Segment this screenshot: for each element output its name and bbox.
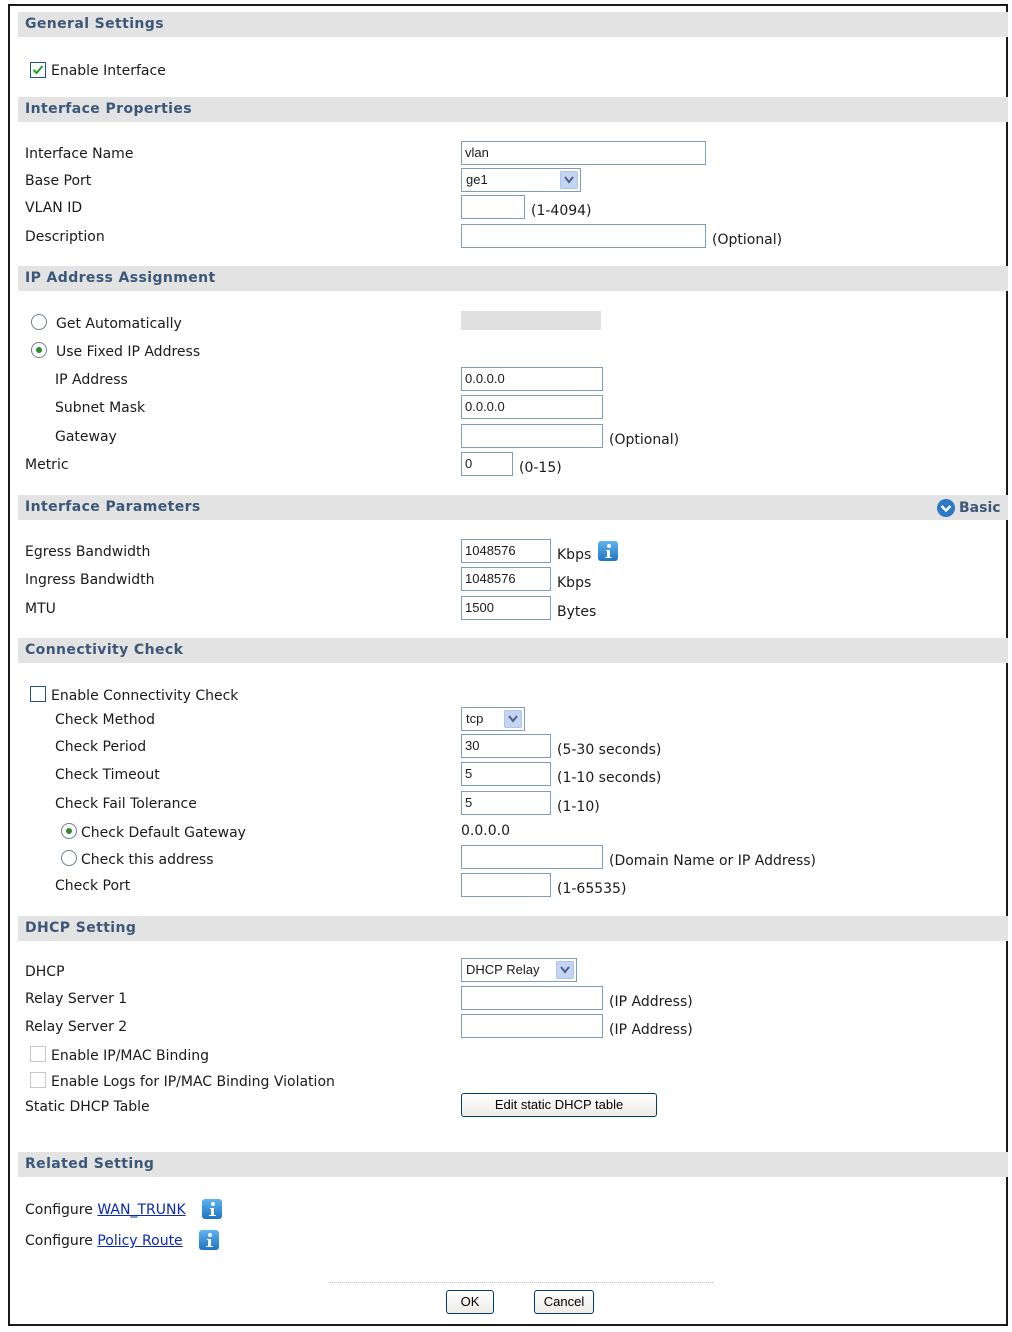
get-automatically-label: Get Automatically bbox=[56, 316, 182, 332]
check-fail-tolerance-hint: (1-10) bbox=[557, 799, 600, 815]
interface-edit-dialog bbox=[8, 4, 1008, 1326]
enable-interface-checkbox[interactable] bbox=[30, 62, 46, 78]
enable-connectivity-check-label: Enable Connectivity Check bbox=[51, 688, 239, 704]
base-port-label: Base Port bbox=[25, 173, 92, 189]
section-interface-properties: Interface Properties bbox=[18, 97, 1008, 122]
check-this-address-input[interactable] bbox=[461, 845, 603, 869]
enable-connectivity-check-checkbox[interactable] bbox=[30, 686, 46, 702]
ip-address-label: IP Address bbox=[55, 372, 128, 388]
check-this-address-label: Check this address bbox=[81, 852, 214, 868]
edit-static-dhcp-table-button[interactable]: Edit static DHCP table bbox=[461, 1093, 657, 1117]
gateway-hint: (Optional) bbox=[609, 432, 680, 448]
radio-selected-dot bbox=[36, 347, 42, 353]
cancel-button[interactable]: Cancel bbox=[534, 1290, 594, 1314]
chevron-down-icon[interactable] bbox=[556, 961, 574, 979]
egress-bandwidth-label: Egress Bandwidth bbox=[25, 544, 151, 560]
policy-route-link[interactable]: Policy Route bbox=[97, 1233, 183, 1249]
configure-wan-trunk-row bbox=[25, 1201, 186, 1219]
relay-server-1-input[interactable] bbox=[461, 986, 603, 1010]
check-timeout-hint: (1-10 seconds) bbox=[557, 770, 662, 786]
ingress-unit: Kbps bbox=[557, 575, 592, 591]
use-fixed-ip-radio[interactable] bbox=[31, 342, 47, 358]
ingress-bandwidth-label: Ingress Bandwidth bbox=[25, 572, 155, 588]
vlan-id-input[interactable] bbox=[461, 195, 525, 219]
relay-server-2-input[interactable] bbox=[461, 1014, 603, 1038]
gateway-label: Gateway bbox=[55, 429, 117, 445]
configure-label: Configure bbox=[25, 1233, 93, 1249]
enable-ip-mac-binding-label: Enable IP/MAC Binding bbox=[51, 1048, 209, 1064]
section-general-settings: General Settings bbox=[18, 12, 1008, 37]
gateway-input[interactable] bbox=[461, 424, 603, 448]
info-icon[interactable] bbox=[199, 1230, 219, 1250]
footer-divider bbox=[328, 1282, 713, 1283]
check-port-hint: (1-65535) bbox=[557, 881, 627, 897]
relay-server-1-label: Relay Server 1 bbox=[25, 991, 128, 1007]
vlan-id-hint: (1-4094) bbox=[531, 203, 592, 219]
interface-name-input[interactable]: vlan bbox=[461, 141, 706, 165]
ingress-bandwidth-input[interactable]: 1048576 bbox=[461, 567, 551, 591]
mtu-input[interactable]: 1500 bbox=[461, 596, 551, 620]
vlan-id-label: VLAN ID bbox=[25, 200, 83, 216]
check-period-label: Check Period bbox=[55, 739, 147, 755]
info-icon[interactable] bbox=[598, 541, 618, 561]
enable-interface-label: Enable Interface bbox=[51, 63, 166, 79]
collapse-circle-icon bbox=[936, 498, 956, 518]
section-ip-address-assignment: IP Address Assignment bbox=[18, 266, 1008, 291]
chevron-down-icon[interactable] bbox=[560, 171, 578, 189]
mtu-label: MTU bbox=[25, 601, 56, 617]
check-fail-tolerance-input[interactable]: 5 bbox=[461, 791, 551, 815]
metric-hint: (0-15) bbox=[519, 460, 562, 476]
check-period-hint: (5-30 seconds) bbox=[557, 742, 662, 758]
relay-server-2-label: Relay Server 2 bbox=[25, 1019, 128, 1035]
subnet-mask-label: Subnet Mask bbox=[55, 400, 146, 416]
auto-ip-field-disabled bbox=[461, 311, 601, 330]
check-this-address-radio[interactable] bbox=[61, 850, 77, 866]
use-fixed-ip-label: Use Fixed IP Address bbox=[56, 344, 201, 360]
check-timeout-input[interactable]: 5 bbox=[461, 762, 551, 786]
enable-ip-mac-binding-checkbox[interactable] bbox=[30, 1046, 46, 1062]
dhcp-select[interactable] bbox=[461, 958, 577, 982]
metric-label: Metric bbox=[25, 457, 69, 473]
mtu-unit: Bytes bbox=[557, 604, 597, 620]
egress-unit: Kbps bbox=[557, 547, 592, 563]
egress-bandwidth-input[interactable]: 1048576 bbox=[461, 539, 551, 563]
basic-toggle-label: Basic bbox=[959, 500, 1001, 516]
enable-ip-mac-logs-checkbox[interactable] bbox=[30, 1072, 46, 1088]
check-method-value: tcp bbox=[466, 711, 484, 726]
check-period-input[interactable]: 30 bbox=[461, 734, 551, 758]
metric-input[interactable]: 0 bbox=[461, 452, 513, 476]
configure-label: Configure bbox=[25, 1202, 93, 1218]
check-method-label: Check Method bbox=[55, 712, 156, 728]
radio-selected-dot bbox=[66, 828, 72, 834]
configure-policy-route-row bbox=[25, 1232, 183, 1250]
subnet-mask-input[interactable]: 0.0.0.0 bbox=[461, 395, 603, 419]
description-label: Description bbox=[25, 229, 105, 245]
enable-ip-mac-logs-label: Enable Logs for IP/MAC Binding Violation bbox=[51, 1074, 335, 1090]
base-port-value: ge1 bbox=[466, 172, 488, 187]
description-input[interactable] bbox=[461, 224, 706, 248]
check-port-label: Check Port bbox=[55, 878, 131, 894]
section-dhcp-setting: DHCP Setting bbox=[18, 916, 1008, 941]
dhcp-value: DHCP Relay bbox=[466, 962, 540, 977]
dhcp-label: DHCP bbox=[25, 964, 65, 980]
ip-address-input[interactable]: 0.0.0.0 bbox=[461, 367, 603, 391]
section-connectivity-check: Connectivity Check bbox=[18, 638, 1008, 663]
checkmark-icon bbox=[32, 64, 44, 76]
wan-trunk-link[interactable]: WAN_TRUNK bbox=[97, 1202, 186, 1218]
get-automatically-radio[interactable] bbox=[31, 314, 47, 330]
base-port-select[interactable] bbox=[461, 168, 581, 192]
static-dhcp-table-label: Static DHCP Table bbox=[25, 1099, 150, 1115]
interface-name-label: Interface Name bbox=[25, 146, 134, 162]
check-default-gateway-label: Check Default Gateway bbox=[81, 825, 246, 841]
check-default-gateway-radio[interactable] bbox=[61, 823, 77, 839]
ok-button[interactable]: OK bbox=[446, 1290, 494, 1314]
check-timeout-label: Check Timeout bbox=[55, 767, 160, 783]
section-related-setting: Related Setting bbox=[18, 1152, 1008, 1177]
section-interface-parameters: Interface Parameters bbox=[18, 495, 1008, 520]
relay-server-1-hint: (IP Address) bbox=[609, 994, 693, 1010]
check-port-input[interactable] bbox=[461, 873, 551, 897]
info-icon[interactable] bbox=[202, 1199, 222, 1219]
basic-toggle[interactable] bbox=[936, 498, 1001, 518]
relay-server-2-hint: (IP Address) bbox=[609, 1022, 693, 1038]
chevron-down-icon[interactable] bbox=[504, 710, 522, 728]
description-hint: (Optional) bbox=[712, 232, 783, 248]
check-this-address-hint: (Domain Name or IP Address) bbox=[609, 853, 816, 869]
check-fail-tolerance-label: Check Fail Tolerance bbox=[55, 796, 197, 812]
default-gateway-value: 0.0.0.0 bbox=[461, 823, 510, 839]
check-method-select[interactable] bbox=[461, 707, 525, 731]
